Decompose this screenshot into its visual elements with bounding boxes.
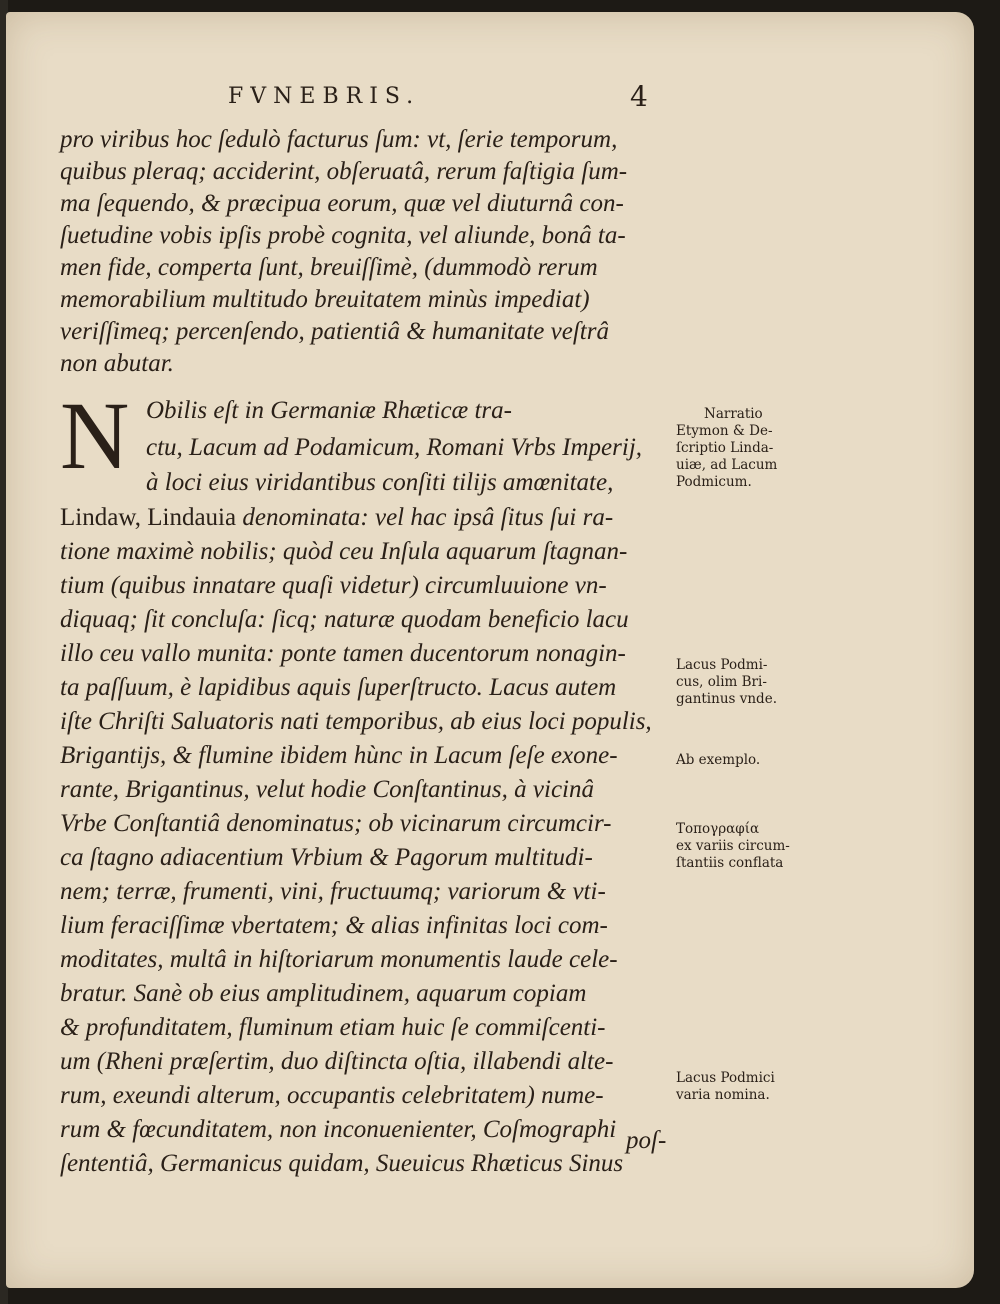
marginal-line: Lacus Podmi- xyxy=(676,657,768,673)
catchword: poſ- xyxy=(626,1127,667,1154)
marginal-line: uiæ, ad Lacum xyxy=(676,457,778,473)
text-line: diquaq; ſit concluſa: ſicq; naturæ quodam beneficio lacu xyxy=(60,606,629,633)
text-line: rum & fœcunditatem, non inconuenienter, Coſmographi xyxy=(60,1116,617,1143)
text-line: nem; terræ, frumenti, vini, fructuumq; variorum & vti- xyxy=(60,878,606,905)
text-line: Obilis eſt in Germaniæ Rhæticæ tra- xyxy=(146,397,512,424)
text-line: quibus pleraq; acciderint, obſeruatâ, rerum faſtigia ſum- xyxy=(60,158,628,185)
page-header xyxy=(228,80,658,118)
marginal-line: Τοπογραφία xyxy=(676,821,760,837)
text-line: ſententiâ, Germanicus quidam, Sueuicus Rhæticus Sinus xyxy=(60,1150,624,1177)
marginal-line: ſtantiis conflata xyxy=(676,855,784,871)
marginal-line: Lacus Podmici xyxy=(676,1070,775,1086)
text-line: ctu, Lacum ad Podamicum, Romani Vrbs Imperij, xyxy=(146,434,643,461)
text-line: & profunditatem, fluminum etiam huic ſe commiſcenti- xyxy=(60,1014,606,1041)
marginal-line: varia nomina. xyxy=(676,1087,770,1103)
place-name: Lindaw, Lindauia xyxy=(60,504,237,531)
marginal-line: Etymon & De- xyxy=(676,423,773,439)
text-line: à loci eius viridantibus conſiti tilijs amœnitate, xyxy=(146,469,614,496)
text-line: men fide, comperta ſunt, breuiſſimè, (dummodò rerum xyxy=(60,254,598,281)
text-line: tium (quibus innatare quaſi videtur) circumluuione vn- xyxy=(60,572,607,599)
text-line: bratur. Sanè ob eius amplitudinem, aquarum copiam xyxy=(60,980,587,1007)
marginal-line: Ab exemplo. xyxy=(676,752,761,768)
text-line: um (Rheni præſertim, duo diſtincta oſtia, illabendi alte- xyxy=(60,1048,614,1075)
text-line: rante, Brigantinus, velut hodie Conſtantinus, à vicinâ xyxy=(60,776,594,803)
running-title: FVNEBRIS. xyxy=(228,84,421,109)
marginal-note xyxy=(676,752,826,769)
marginal-line: Narratio xyxy=(704,406,763,422)
text-line: ta paſſuum, è lapidibus aquis ſuperſtructo. Lacus autem xyxy=(60,674,617,701)
text-line: ſuetudine vobis ipſis probè cognita, vel aliunde, bonâ ta- xyxy=(60,222,626,249)
marginal-note xyxy=(676,406,826,491)
text-line: veriſſimeq; percenſendo, patientiâ & humanitate veſtrâ xyxy=(60,318,609,345)
text-line: moditates, multâ in hiſtoriarum monumentis laude cele- xyxy=(60,946,618,973)
marginal-line: ex variis circum- xyxy=(676,838,790,854)
text-line: illo ceu vallo munita: ponte tamen ducentorum nonagin- xyxy=(60,640,626,667)
marginal-note xyxy=(676,657,826,708)
text-line: iſte Chriſti Saluatoris nati temporibus, ab eius loci populis, xyxy=(60,708,652,735)
text-line: memorabilium multitudo breuitatem minùs impediat) xyxy=(60,286,590,313)
text-line: Brigantijs, & flumine ibidem hùnc in Lacum ſeſe exone- xyxy=(60,742,618,769)
text-line: Vrbe Conſtantiâ denominatus; ob vicinarum circumcir- xyxy=(60,810,612,837)
text-line: non abutar. xyxy=(60,350,174,377)
marginal-note xyxy=(676,821,826,872)
text-line: tione maximè nobilis; quòd ceu Inſula aquarum ſtagnan- xyxy=(60,538,628,565)
text-line: pro viribus hoc ſedulò facturus ſum: vt, ſerie temporum, xyxy=(60,126,618,153)
marginal-note xyxy=(676,1070,826,1104)
drop-cap: N xyxy=(60,382,130,489)
marginal-line: gantinus vnde. xyxy=(676,691,777,707)
text-line: ca ſtagno adiacentium Vrbium & Pagorum multitudi- xyxy=(60,844,593,871)
text-line: rum, exeundi alterum, occupantis celebritatem) nume- xyxy=(60,1082,604,1109)
marginal-line: ſcriptio Linda- xyxy=(676,440,774,456)
marginal-line: Podmicum. xyxy=(676,474,752,490)
text-line: ma ſequendo, & præcipua eorum, quæ vel diuturnâ con- xyxy=(60,190,624,217)
page-number: 4 xyxy=(630,80,648,113)
text-line: lium feraciſſimæ vbertatem; & alias infinitas loci com- xyxy=(60,912,608,939)
text-span: denominata: vel hac ipsâ ſitus ſui ra- xyxy=(236,504,614,531)
marginal-line: cus, olim Bri- xyxy=(676,674,767,690)
text-line xyxy=(60,502,613,534)
